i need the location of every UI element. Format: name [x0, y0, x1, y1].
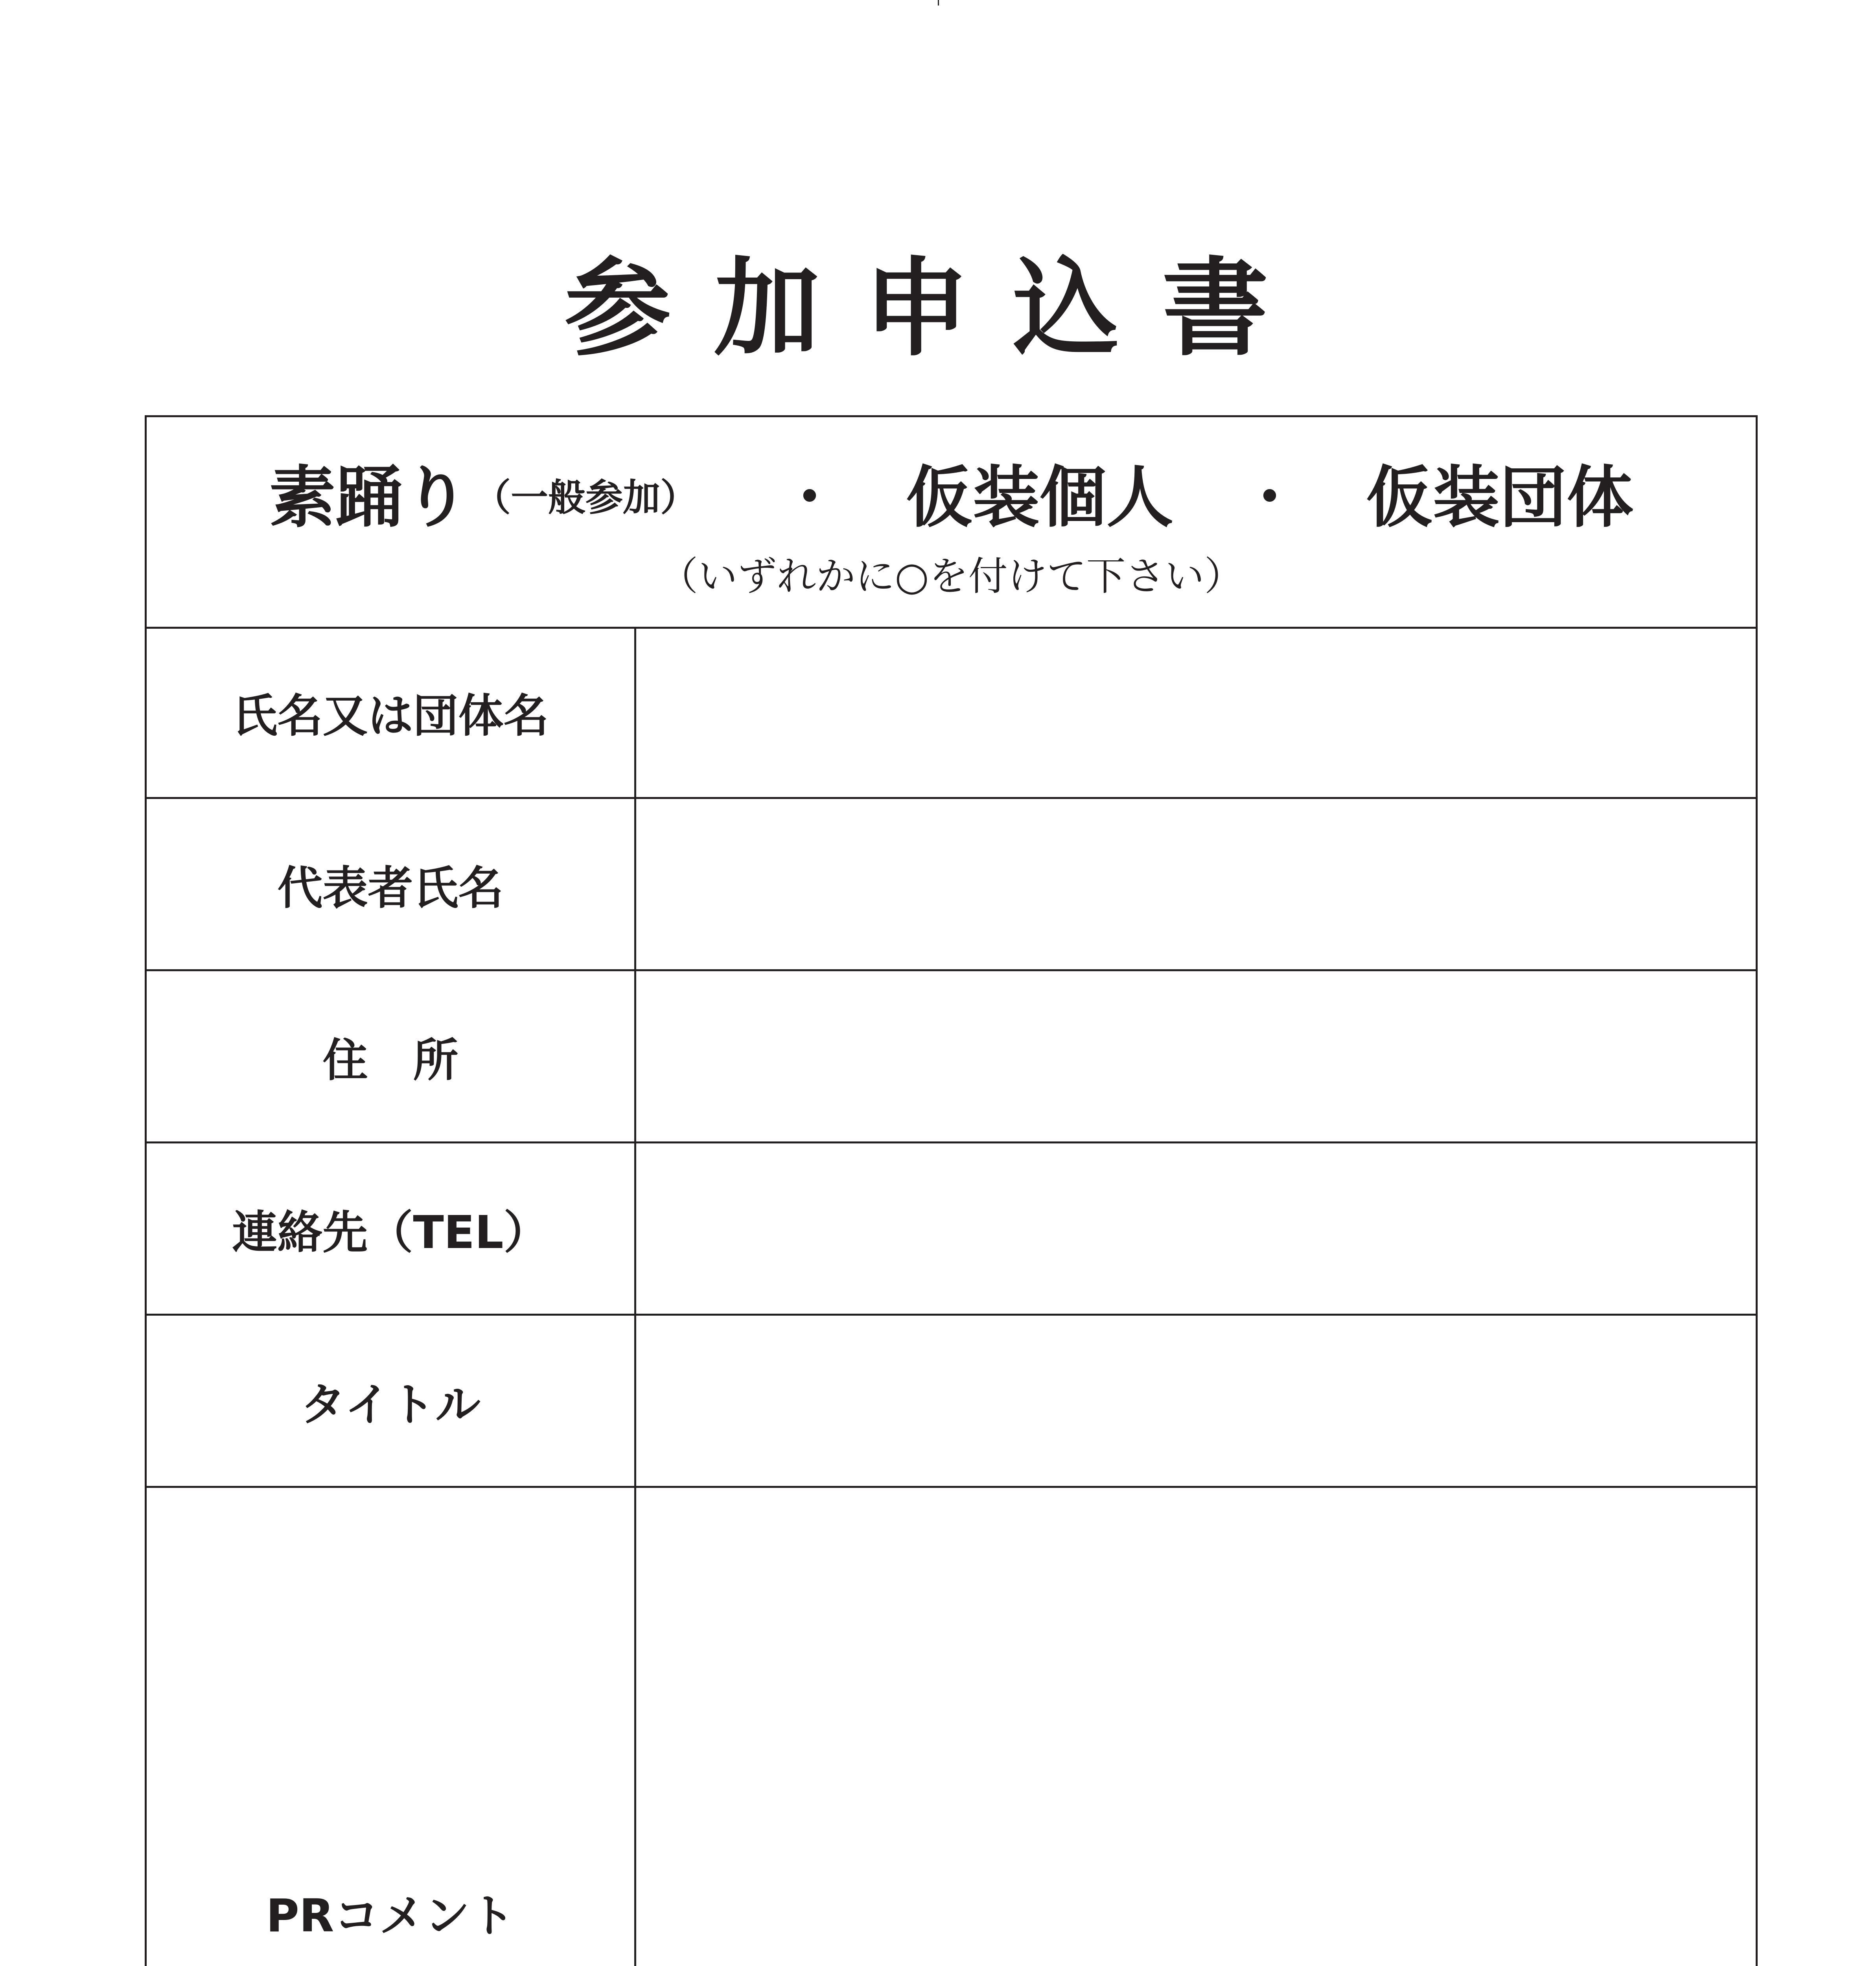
pr-comment-row — [147, 1488, 1756, 1966]
option-costume-group[interactable]: 仮装団体 — [1366, 459, 1634, 537]
application-form — [145, 415, 1758, 1966]
pr-comment-label: PRコメント — [147, 1488, 636, 1966]
representative-field[interactable] — [636, 799, 1756, 969]
title-label: タイトル — [147, 1316, 636, 1486]
option-plain-dance-note: （一般参加） — [473, 476, 698, 519]
separator: ・ — [1240, 464, 1300, 532]
address-label: 住 所 — [147, 971, 636, 1141]
entry-type-header — [147, 417, 1756, 629]
contact-row — [147, 1143, 1756, 1316]
page-title: 参加申込書 — [564, 247, 1312, 370]
entry-type-instruction: （いずれかに○を付けて下さい） — [659, 553, 1244, 599]
pr-comment-field[interactable] — [636, 1488, 1756, 1966]
option-costume-individual[interactable]: 仮装個人 — [906, 459, 1174, 537]
top-crop-mark — [938, 0, 939, 6]
title-row — [147, 1316, 1756, 1488]
address-field[interactable] — [636, 971, 1756, 1141]
contact-field[interactable] — [636, 1143, 1756, 1314]
representative-row — [147, 799, 1756, 971]
address-row — [147, 971, 1756, 1143]
representative-label: 代表者氏名 — [147, 799, 636, 969]
title-field[interactable] — [636, 1316, 1756, 1486]
name-label: 氏名又は団体名 — [147, 627, 636, 797]
contact-label: 連絡先（TEL） — [147, 1143, 636, 1314]
name-row — [147, 627, 1756, 799]
option-plain-dance[interactable]: 素踊り — [269, 459, 469, 537]
name-field[interactable] — [636, 627, 1756, 797]
separator: ・ — [780, 464, 839, 532]
entry-type-options — [147, 451, 1756, 545]
